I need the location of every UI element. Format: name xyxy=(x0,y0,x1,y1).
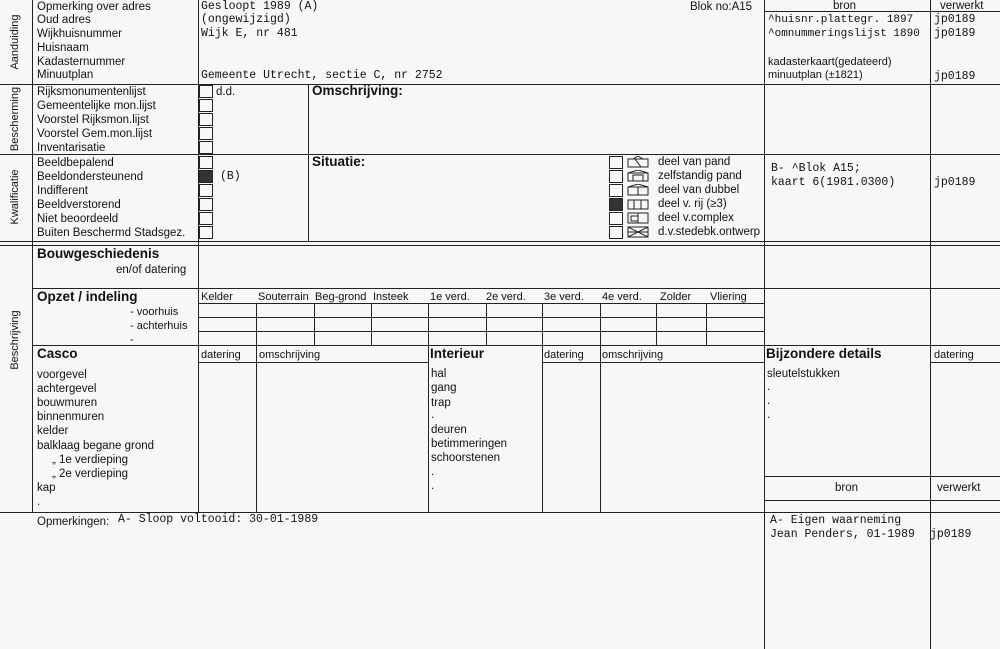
kwalificatie-label-5: Buiten Beschermd Stadsgez. xyxy=(37,227,186,239)
beschrijving-verwerkt-header: verwerkt xyxy=(937,482,981,494)
section-beschrijving: Beschrijving xyxy=(9,310,21,370)
omschrijving-heading: Omschrijving: xyxy=(312,83,403,98)
casco-item-0: voorgevel xyxy=(37,369,87,381)
opzet-col-6: 3e verd. xyxy=(544,291,584,303)
stedebouwkundig-ontwerp-icon xyxy=(627,226,649,238)
casco-item-5: balklaag begane grond xyxy=(37,440,155,452)
blok-label-text: Blok no: xyxy=(690,1,732,13)
zelfstandig-pand-icon xyxy=(627,170,649,182)
casco-item-6: „ 1e verdieping xyxy=(52,454,129,466)
casco-datering-header: datering xyxy=(201,349,241,361)
kwalificatie-bron-0: B- ^Blok A15; xyxy=(771,162,861,175)
opzet-col-2: Beg-grond xyxy=(315,291,367,303)
bijzondere-item-1: . xyxy=(767,381,771,393)
kwalificatie-label-4: Niet beoordeeld xyxy=(37,213,119,225)
deel-van-dubbel-icon xyxy=(627,184,649,196)
bescherming-label-4: Inventarisatie xyxy=(37,142,106,154)
bescherming-checkbox-3[interactable] xyxy=(199,127,213,140)
interieur-datering-header: datering xyxy=(544,349,584,361)
bijzondere-heading: Bijzondere details xyxy=(766,346,882,361)
kwalificatie-label-3: Beeldverstorend xyxy=(37,199,121,211)
aanduiding-bron-0: ^huisnr.plattegr. 1897 xyxy=(768,14,914,26)
kwalificatie-checked-note: (B) xyxy=(220,170,241,183)
interieur-item-6: schoorstenen xyxy=(431,452,501,464)
kwalificatie-label-0: Beeldbepalend xyxy=(37,157,114,169)
aanduiding-value-0: Gesloopt 1989 (A) xyxy=(201,0,319,13)
bescherming-checkbox-1[interactable] xyxy=(199,99,213,112)
interieur-item-4: deuren xyxy=(431,424,467,436)
aanduiding-label-2: Wijkhuisnummer xyxy=(37,28,122,40)
aanduiding-label-5: Minuutplan xyxy=(37,69,94,81)
casco-item-8: kap xyxy=(37,482,56,494)
aanduiding-value-5: Gemeente Utrecht, sectie C, nr 2752 xyxy=(201,69,443,82)
situatie-checkbox-5[interactable] xyxy=(609,226,623,239)
opzet-col-4: 1e verd. xyxy=(430,291,470,303)
kwalificatie-bron-1: kaart 6(1981.0300) xyxy=(771,176,896,189)
blok-label xyxy=(690,0,752,14)
opzet-row-achterhuis: - achterhuis xyxy=(130,320,188,332)
bijzondere-item-0: sleutelstukken xyxy=(767,368,840,380)
bescherming-label-2: Voorstel Rijksmon.lijst xyxy=(37,114,149,126)
kwalificatie-label-2: Indifferent xyxy=(37,185,88,197)
aanduiding-label-1: Oud adres xyxy=(37,14,91,26)
opzet-row-empty: - xyxy=(130,334,134,346)
interieur-item-7: . xyxy=(431,466,435,478)
opzet-col-3: Insteek xyxy=(373,291,409,303)
bijzondere-item-2: . xyxy=(767,395,771,407)
casco-item-7: „ 2e verdieping xyxy=(52,468,129,480)
situatie-heading: Situatie: xyxy=(312,154,366,169)
opmerkingen-bron-2: Jean Penders, 01-1989 xyxy=(770,528,915,541)
aanduiding-verwerkt-1: jp0189 xyxy=(934,27,976,40)
casco-heading: Casco xyxy=(37,346,78,361)
situatie-option-3: deel v. rij (≥3) xyxy=(658,198,727,210)
situatie-option-0: deel van pand xyxy=(658,156,731,168)
bescherming-label-3: Voorstel Gem.mon.lijst xyxy=(37,128,153,140)
bouwgeschiedenis-heading: Bouwgeschiedenis xyxy=(37,246,160,261)
situatie-option-4: deel v.complex xyxy=(658,212,734,224)
bijzondere-datering-header: datering xyxy=(934,349,974,361)
aanduiding-bron-5: minuutplan (±1821) xyxy=(768,69,863,81)
opmerkingen-label: Opmerkingen: xyxy=(37,516,110,528)
section-aanduiding: Aanduiding xyxy=(9,14,21,70)
situatie-checkbox-4[interactable] xyxy=(609,212,623,225)
section-bescherming: Bescherming xyxy=(9,86,21,152)
casco-item-1: achtergevel xyxy=(37,383,97,395)
aanduiding-bron-1: ^omnummeringslijst 1890 xyxy=(768,28,920,40)
kwalificatie-verwerkt: jp0189 xyxy=(934,176,976,189)
bescherming-label-1: Gemeentelijke mon.lijst xyxy=(37,100,156,112)
bescherming-checkbox-4[interactable] xyxy=(199,141,213,154)
situatie-checkbox-1[interactable] xyxy=(609,170,623,183)
casco-item-3: binnenmuren xyxy=(37,411,105,423)
kwalificatie-checkbox-2[interactable] xyxy=(199,184,213,197)
opzet-col-5: 2e verd. xyxy=(486,291,526,303)
situatie-checkbox-0[interactable] xyxy=(609,156,623,169)
blok-value: A15 xyxy=(731,1,753,13)
aanduiding-label-3: Huisnaam xyxy=(37,42,89,54)
opzet-row-voorhuis: - voorhuis xyxy=(130,306,179,318)
bescherming-label-0: Rijksmonumentenlijst xyxy=(37,86,146,98)
interieur-item-2: trap xyxy=(431,397,451,409)
deel-v-complex-icon xyxy=(627,212,649,224)
section-kwalificatie: Kwalificatie xyxy=(9,169,21,225)
kwalificatie-checkbox-4[interactable] xyxy=(199,212,213,225)
aanduiding-label-0: Opmerking over adres xyxy=(37,1,151,13)
kwalificatie-label-1: Beeldondersteunend xyxy=(37,171,144,183)
situatie-option-2: deel van dubbel xyxy=(658,184,740,196)
kwalificatie-checkbox-0[interactable] xyxy=(199,156,213,169)
aanduiding-verwerkt-0: jp0189 xyxy=(934,13,976,26)
beschrijving-bron-header: bron xyxy=(835,482,859,494)
interieur-item-3: . xyxy=(431,409,435,421)
casco-omschrijving-header: omschrijving xyxy=(259,349,321,361)
aanduiding-bron-4: kadasterkaart(gedateerd) xyxy=(768,56,892,68)
casco-item-4: kelder xyxy=(37,425,69,437)
bescherming-checkbox-2[interactable] xyxy=(199,113,213,126)
interieur-item-1: gang xyxy=(431,382,457,394)
interieur-heading: Interieur xyxy=(430,346,485,361)
opzet-col-0: Kelder xyxy=(201,291,233,303)
opzet-col-9: Vliering xyxy=(710,291,747,303)
kwalificatie-checkbox-5[interactable] xyxy=(199,226,213,239)
opzet-col-1: Souterrain xyxy=(258,291,309,303)
aanduiding-verwerkt-5: jp0189 xyxy=(934,70,976,83)
interieur-item-5: betimmeringen xyxy=(431,438,508,450)
situatie-checkbox-3[interactable] xyxy=(609,198,623,211)
kwalificatie-checkbox-1[interactable] xyxy=(199,170,213,183)
situatie-option-1: zelfstandig pand xyxy=(658,170,742,182)
situatie-option-5: d.v.stedebk.ontwerp xyxy=(658,226,761,238)
header-verwerkt: verwerkt xyxy=(940,0,984,12)
kwalificatie-checkbox-3[interactable] xyxy=(199,198,213,211)
interieur-item-0: hal xyxy=(431,368,447,380)
aanduiding-value-1: (ongewijzigd) xyxy=(201,13,291,26)
casco-item-2: bouwmuren xyxy=(37,397,98,409)
opzet-col-8: Zolder xyxy=(660,291,692,303)
aanduiding-label-4: Kadasternummer xyxy=(37,56,126,68)
bescherming-checkbox-0[interactable] xyxy=(199,85,213,98)
opzet-col-7: 4e verd. xyxy=(602,291,642,303)
situatie-checkbox-2[interactable] xyxy=(609,184,623,197)
en-of-datering-label: en/of datering xyxy=(116,264,187,276)
casco-item-9: . xyxy=(37,496,41,508)
aanduiding-value-2: Wijk E, nr 481 xyxy=(201,27,298,40)
deel-van-pand-icon xyxy=(627,156,649,168)
bijzondere-item-3: . xyxy=(767,409,771,421)
opmerkingen-verwerkt: jp0189 xyxy=(930,528,972,541)
header-bron: bron xyxy=(833,0,857,12)
interieur-item-8: . xyxy=(431,480,435,492)
interieur-omschrijving-header: omschrijving xyxy=(602,349,664,361)
deel-v-rij-icon xyxy=(627,198,649,210)
opmerkingen-bron-1: A- Eigen waarneming xyxy=(770,514,902,527)
opmerkingen-value: A- Sloop voltooid: 30-01-1989 xyxy=(118,513,319,526)
opzet-heading: Opzet / indeling xyxy=(37,289,138,304)
bescherming-dd: d.d. xyxy=(216,86,236,98)
